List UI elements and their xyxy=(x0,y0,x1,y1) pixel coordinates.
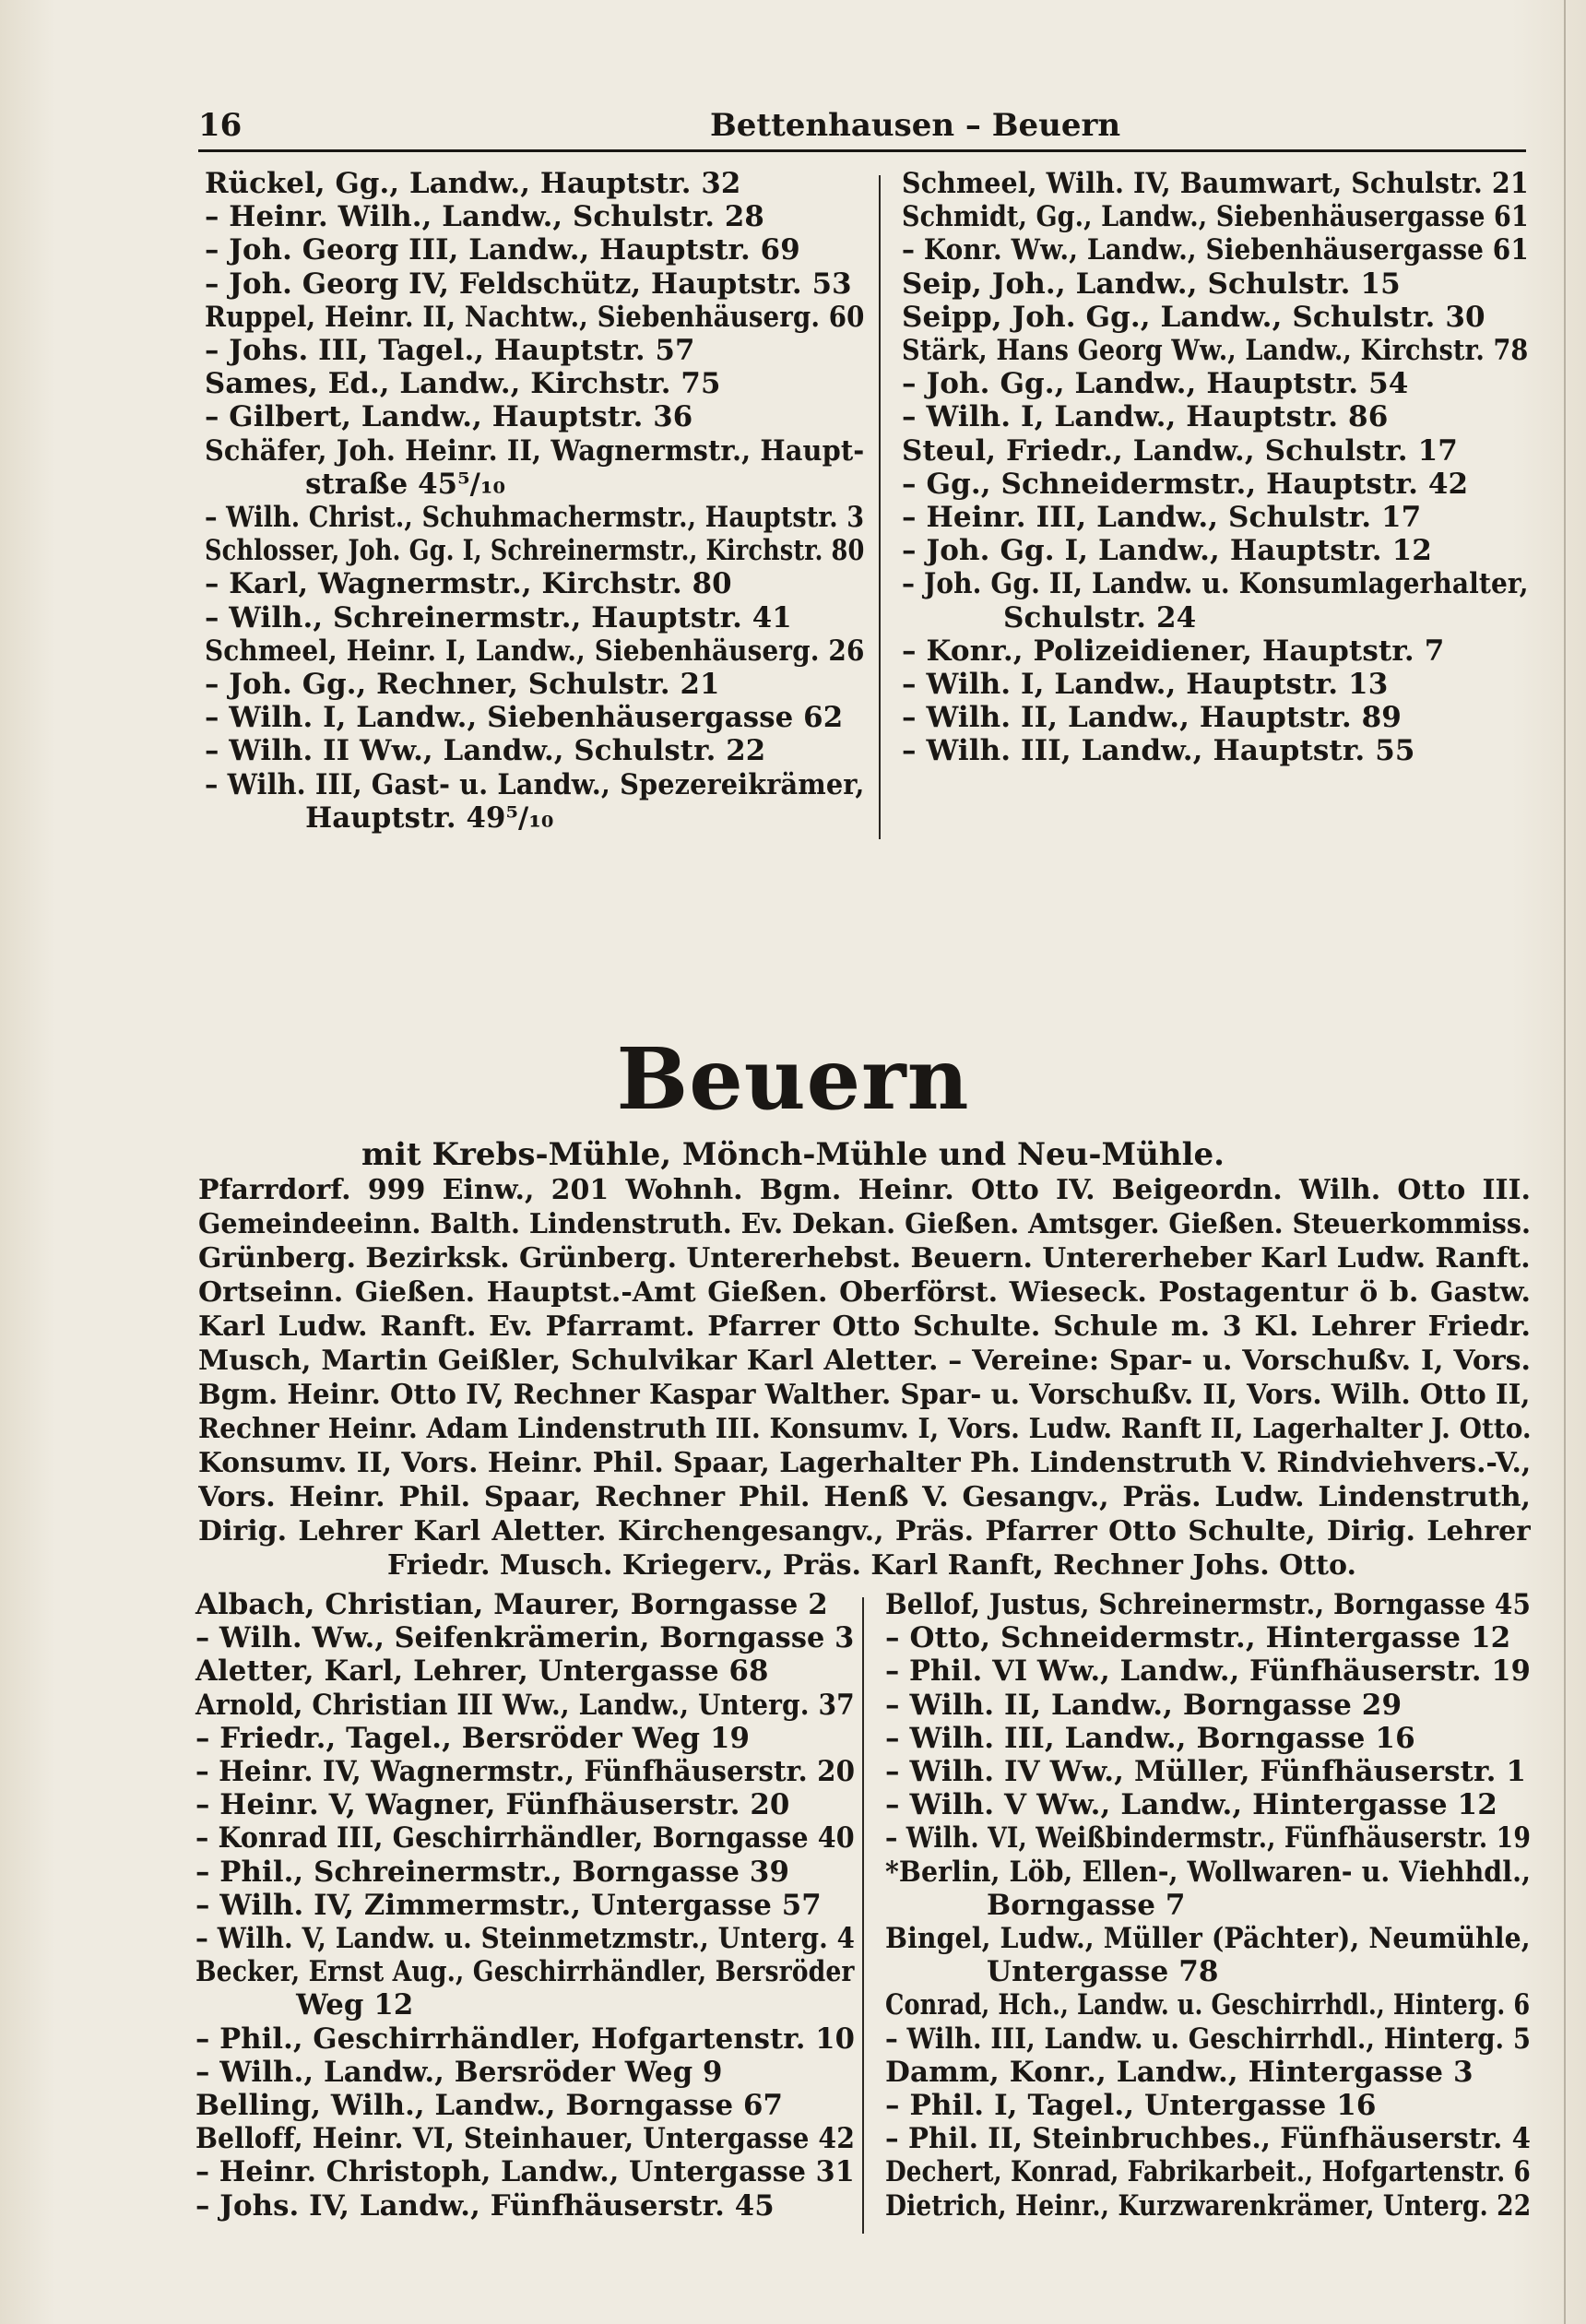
directory-entry: – Konr., Polizeidiener, Hauptstr. 7 xyxy=(902,634,1445,668)
intro-line: Pfarrdorf. 999 Einw., 201 Wohnh. Bgm. Heinr. Otto IV. Beigeordn. Wilh. Otto III. xyxy=(198,1174,1531,1206)
column-divider-bottom xyxy=(862,1597,864,2234)
directory-entry: – Wilh. IV Ww., Müller, Fünfhäuserstr. 1 xyxy=(885,1755,1527,1789)
directory-entry: Arnold, Christian III Ww., Landw., Unterg. 37 xyxy=(195,1688,855,1722)
directory-entry: – Wilh. III, Landw. u. Geschirrhdl., Hinterg. 5 xyxy=(885,2022,1532,2056)
directory-entry: – Phil. I, Tagel., Untergasse 16 xyxy=(885,2089,1377,2123)
directory-entry: Stärk, Hans Georg Ww., Landw., Kirchstr. 78 xyxy=(902,334,1529,368)
directory-entry: Ruppel, Heinr. II, Nachtw., Siebenhäuserg. 60 xyxy=(205,300,865,334)
page-number: 16 xyxy=(198,107,243,144)
directory-entry: – Joh. Gg., Landw., Hauptstr. 54 xyxy=(902,367,1409,401)
directory-entry: – Otto, Schneidermstr., Hintergasse 12 xyxy=(885,1621,1511,1655)
directory-entry: – Wilh., Landw., Bersröder Weg 9 xyxy=(195,2055,723,2089)
directory-entry: – Wilh. VI, Weißbindermstr., Fünfhäuserstr. 19 xyxy=(885,1821,1532,1856)
intro-line: Grünberg. Bezirksk. Grünberg. Untererhebst. Beuern. Untererheber Karl Ludw. Ranft. xyxy=(198,1242,1531,1275)
directory-entry: – Wilh. III, Gast- u. Landw., Spezereikrämer, xyxy=(205,767,865,801)
directory-entry: – Joh. Georg III, Landw., Hauptstr. 69 xyxy=(205,233,800,267)
directory-entry: Schäfer, Joh. Heinr. II, Wagnermstr., Haupt- xyxy=(205,433,865,468)
top-left-column xyxy=(205,167,869,835)
directory-entry: – Heinr. V, Wagner, Fünfhäuserstr. 20 xyxy=(195,1788,790,1822)
column-divider-top xyxy=(879,175,881,839)
top-right-column xyxy=(902,167,1529,768)
directory-entry: – Joh. Georg IV, Feldschütz, Hauptstr. 53 xyxy=(205,267,852,301)
directory-entry: Weg 12 xyxy=(296,1988,414,2022)
directory-entry: – Wilh. III, Landw., Borngasse 16 xyxy=(885,1721,1415,1755)
running-head xyxy=(198,100,1121,146)
directory-entry: Damm, Konr., Landw., Hintergasse 3 xyxy=(885,2055,1474,2089)
directory-entry: – Phil. II, Steinbruchbes., Fünfhäuserstr. 4 xyxy=(885,2122,1532,2156)
directory-entry: – Joh. Gg. I, Landw., Hauptstr. 12 xyxy=(902,534,1432,568)
intro-line: Gemeindeeinn. Balth. Lindenstruth. Ev. Dekan. Gießen. Amtsger. Gießen. Steuerkommiss. xyxy=(198,1208,1531,1240)
bottom-left-column xyxy=(195,1588,859,2223)
directory-entry: Conrad, Hch., Landw. u. Geschirrhdl., Hinterg. 6 xyxy=(885,1988,1531,2022)
directory-entry: – Friedr., Tagel., Bersröder Weg 19 xyxy=(195,1721,750,1755)
directory-entry: – Heinr. III, Landw., Schulstr. 17 xyxy=(902,501,1422,535)
directory-entry: – Phil. VI Ww., Landw., Fünfhäuserstr. 19 xyxy=(885,1654,1531,1689)
directory-entry: – Wilh. Christ., Schuhmachermstr., Hauptstr. 3 xyxy=(205,501,865,535)
directory-entry: Aletter, Karl, Lehrer, Untergasse 68 xyxy=(195,1654,769,1689)
intro-paragraph xyxy=(198,1173,1531,1583)
directory-entry: – Heinr. Christoph, Landw., Untergasse 31 xyxy=(195,2155,855,2189)
directory-entry: Schmeel, Wilh. IV, Baumwart, Schulstr. 21 xyxy=(902,167,1529,200)
directory-entry: Schulstr. 24 xyxy=(1003,600,1197,634)
directory-entry: Hauptstr. 49⁵/₁₀ xyxy=(305,800,554,835)
intro-line: Karl Ludw. Ranft. Ev. Pfarramt. Pfarrer Otto Schulte. Schule m. 3 Kl. Lehrer Friedr. xyxy=(198,1310,1531,1343)
intro-line: Dirig. Lehrer Karl Aletter. Kirchengesangv., Präs. Pfarrer Otto Schulte, Dirig. Lehrer xyxy=(198,1515,1531,1547)
section-title: Beuern xyxy=(616,1029,970,1129)
directory-entry: – Johs. IV, Landw., Fünfhäuserstr. 45 xyxy=(195,2188,775,2223)
directory-entry: *Berlin, Löb, Ellen-, Wollwaren- u. Viehhdl., xyxy=(885,1855,1532,1889)
directory-entry: Schmeel, Heinr. I, Landw., Siebenhäuserg. 26 xyxy=(205,634,865,668)
directory-entry: – Heinr. Wilh., Landw., Schulstr. 28 xyxy=(205,200,764,234)
directory-entry: – Wilh. II, Landw., Borngasse 29 xyxy=(885,1688,1403,1722)
directory-entry: – Karl, Wagnermstr., Kirchstr. 80 xyxy=(205,567,732,601)
intro-line: Konsumv. II, Vors. Heinr. Phil. Spaar, Lagerhalter Ph. Lindenstruth V. Rindviehvers.-V., xyxy=(198,1447,1532,1479)
header-rule xyxy=(198,149,1526,152)
directory-entry: – Wilh. III, Landw., Hauptstr. 55 xyxy=(902,734,1415,768)
directory-entry: – Gilbert, Landw., Hauptstr. 36 xyxy=(205,400,693,434)
directory-entry: – Phil., Schreinermstr., Borngasse 39 xyxy=(195,1855,789,1889)
intro-line: Vors. Heinr. Phil. Spaar, Rechner Phil. Henß V. Gesangv., Präs. Ludw. Lindenstruth, xyxy=(198,1481,1531,1513)
directory-entry: – Wilh. Ww., Seifenkrämerin, Borngasse 3 xyxy=(195,1621,855,1655)
directory-entry: – Joh. Gg., Rechner, Schulstr. 21 xyxy=(205,668,720,702)
directory-entry: Sames, Ed., Landw., Kirchstr. 75 xyxy=(205,367,721,401)
directory-entry: Seipp, Joh. Gg., Landw., Schulstr. 30 xyxy=(902,300,1485,334)
directory-entry: – Konr. Ww., Landw., Siebenhäusergasse 61 xyxy=(902,233,1529,267)
intro-line: Friedr. Musch. Kriegerv., Präs. Karl Ranft, Rechner Johs. Otto. xyxy=(387,1549,1356,1582)
directory-entry: – Wilh. I, Landw., Siebenhäusergasse 62 xyxy=(205,701,844,735)
running-title: Bettenhausen – Beuern xyxy=(710,107,1121,144)
directory-entry: Untergasse 78 xyxy=(987,1955,1219,1989)
directory-entry: Seip, Joh., Landw., Schulstr. 15 xyxy=(902,267,1401,301)
directory-entry: Bellof, Justus, Schreinermstr., Borngasse 45 xyxy=(885,1588,1532,1621)
directory-entry: Rückel, Gg., Landw., Hauptstr. 32 xyxy=(205,167,741,200)
directory-entry: Albach, Christian, Maurer, Borngasse 2 xyxy=(195,1588,828,1621)
directory-entry: – Wilh. I, Landw., Hauptstr. 86 xyxy=(902,400,1389,434)
directory-entry: – Phil., Geschirrhändler, Hofgartenstr. 10 xyxy=(195,2022,856,2056)
directory-entry: – Joh. Gg. II, Landw. u. Konsumlagerhalter, xyxy=(902,567,1529,601)
directory-entry: – Wilh., Schreinermstr., Hauptstr. 41 xyxy=(205,600,792,634)
directory-entry: – Johs. III, Tagel., Hauptstr. 57 xyxy=(205,334,695,368)
directory-entry: – Wilh. II, Landw., Hauptstr. 89 xyxy=(902,701,1402,735)
directory-entry: – Konrad III, Geschirrhändler, Borngasse 40 xyxy=(195,1821,855,1856)
directory-entry: Schlosser, Joh. Gg. I, Schreinermstr., Kirchstr. 80 xyxy=(205,534,865,568)
directory-entry: Dietrich, Heinr., Kurzwarenkrämer, Unterg. 22 xyxy=(885,2188,1532,2223)
directory-entry: Becker, Ernst Aug., Geschirrhändler, Bersröder xyxy=(195,1955,855,1989)
directory-entry: Bingel, Ludw., Müller (Pächter), Neumühle, xyxy=(885,1922,1531,1956)
directory-entry: – Wilh. I, Landw., Hauptstr. 13 xyxy=(902,668,1389,702)
directory-entry: Borngasse 7 xyxy=(987,1888,1186,1922)
intro-line: Rechner Heinr. Adam Lindenstruth III. Konsumv. I, Vors. Ludw. Ranft II, Lagerhalter J. Otto. xyxy=(198,1413,1532,1445)
directory-entry: Dechert, Konrad, Fabrikarbeit., Hofgartenstr. 6 xyxy=(885,2155,1531,2189)
directory-entry: – Heinr. IV, Wagnermstr., Fünfhäuserstr. 20 xyxy=(195,1755,856,1789)
intro-line: Musch, Martin Geißler, Schulvikar Karl Aletter. – Vereine: Spar- u. Vorschußv. I, Vors. xyxy=(198,1345,1531,1377)
intro-line: Ortseinn. Gießen. Hauptst.-Amt Gießen. Oberförst. Wieseck. Postagentur ö b. Gastw. xyxy=(198,1276,1531,1309)
directory-entry: straße 45⁵/₁₀ xyxy=(305,467,506,501)
directory-entry: Belling, Wilh., Landw., Borngasse 67 xyxy=(195,2089,784,2123)
directory-entry: Schmidt, Gg., Landw., Siebenhäusergasse 61 xyxy=(902,200,1529,234)
directory-entry: Belloff, Heinr. VI, Steinhauer, Untergasse 42 xyxy=(195,2122,856,2156)
directory-entry: – Wilh. IV, Zimmermstr., Untergasse 57 xyxy=(195,1888,822,1922)
directory-entry: – Wilh. V Ww., Landw., Hintergasse 12 xyxy=(885,1788,1497,1822)
directory-entry: – Wilh. II Ww., Landw., Schulstr. 22 xyxy=(205,734,766,768)
bottom-right-column xyxy=(885,1588,1531,2223)
directory-entry: – Gg., Schneidermstr., Hauptstr. 42 xyxy=(902,467,1469,501)
directory-entry: – Wilh. V, Landw. u. Steinmetzmstr., Unterg. 4 xyxy=(195,1922,855,1956)
section-subtitle: mit Krebs-Mühle, Mönch-Mühle und Neu-Mühle. xyxy=(361,1136,1225,1173)
directory-entry: Steul, Friedr., Landw., Schulstr. 17 xyxy=(902,433,1458,468)
intro-line: Bgm. Heinr. Otto IV, Rechner Kaspar Walther. Spar- u. Vorschußv. II, Vors. Wilh. Otto II, xyxy=(198,1379,1531,1411)
